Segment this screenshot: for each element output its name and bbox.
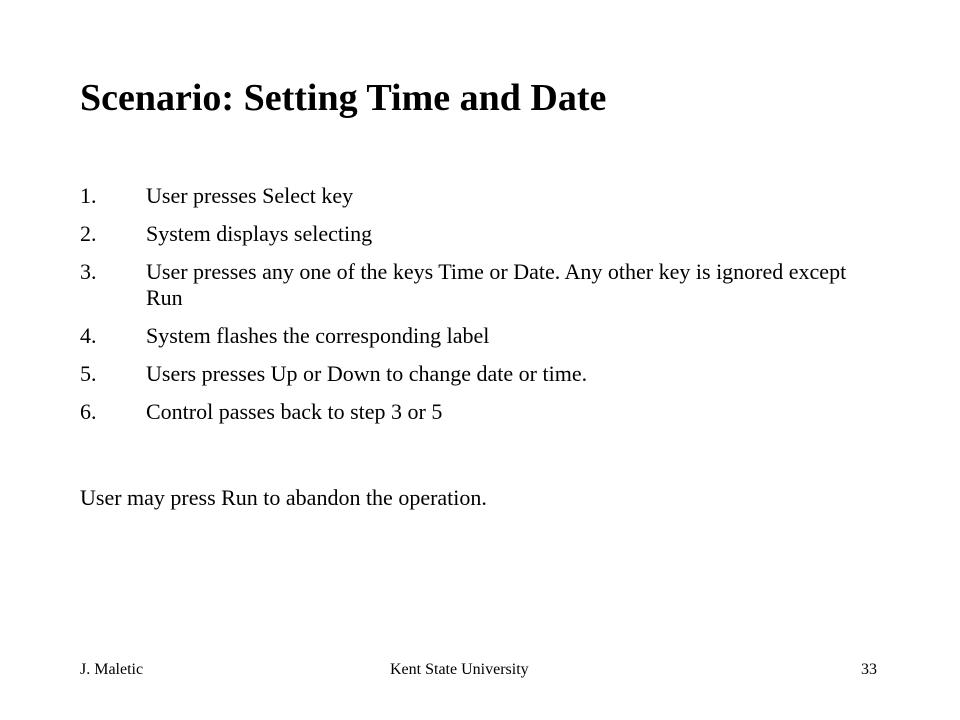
list-item: [80, 183, 880, 209]
step-text: System flashes the corresponding label: [146, 323, 490, 348]
footer-page-number: 33: [861, 661, 877, 678]
step-number: 5.: [80, 361, 97, 386]
closing-note: User may press Run to abandon the operation.: [80, 485, 487, 510]
step-text: User presses any one of the keys Time or Date. Any other key is ignored except Run: [146, 259, 847, 310]
step-number: 2.: [80, 221, 97, 246]
slide-title: Scenario: Setting Time and Date: [80, 77, 607, 119]
step-text: Users presses Up or Down to change date or time.: [146, 361, 588, 386]
step-number: 1.: [80, 183, 97, 208]
steps-list: [80, 183, 880, 425]
footer-author: J. Maletic: [80, 661, 144, 678]
step-text: System displays selecting: [146, 221, 373, 246]
step-text: User presses Select key: [146, 183, 354, 208]
list-item: [80, 361, 880, 387]
list-item: [80, 221, 880, 247]
list-item: [80, 323, 880, 349]
list-item: [80, 259, 880, 311]
step-text: Control passes back to step 3 or 5: [146, 399, 443, 424]
step-number: 4.: [80, 323, 97, 348]
footer-institution: Kent State University: [390, 661, 529, 678]
step-number: 6.: [80, 399, 97, 424]
list-item: [80, 399, 880, 425]
step-number: 3.: [80, 259, 97, 284]
